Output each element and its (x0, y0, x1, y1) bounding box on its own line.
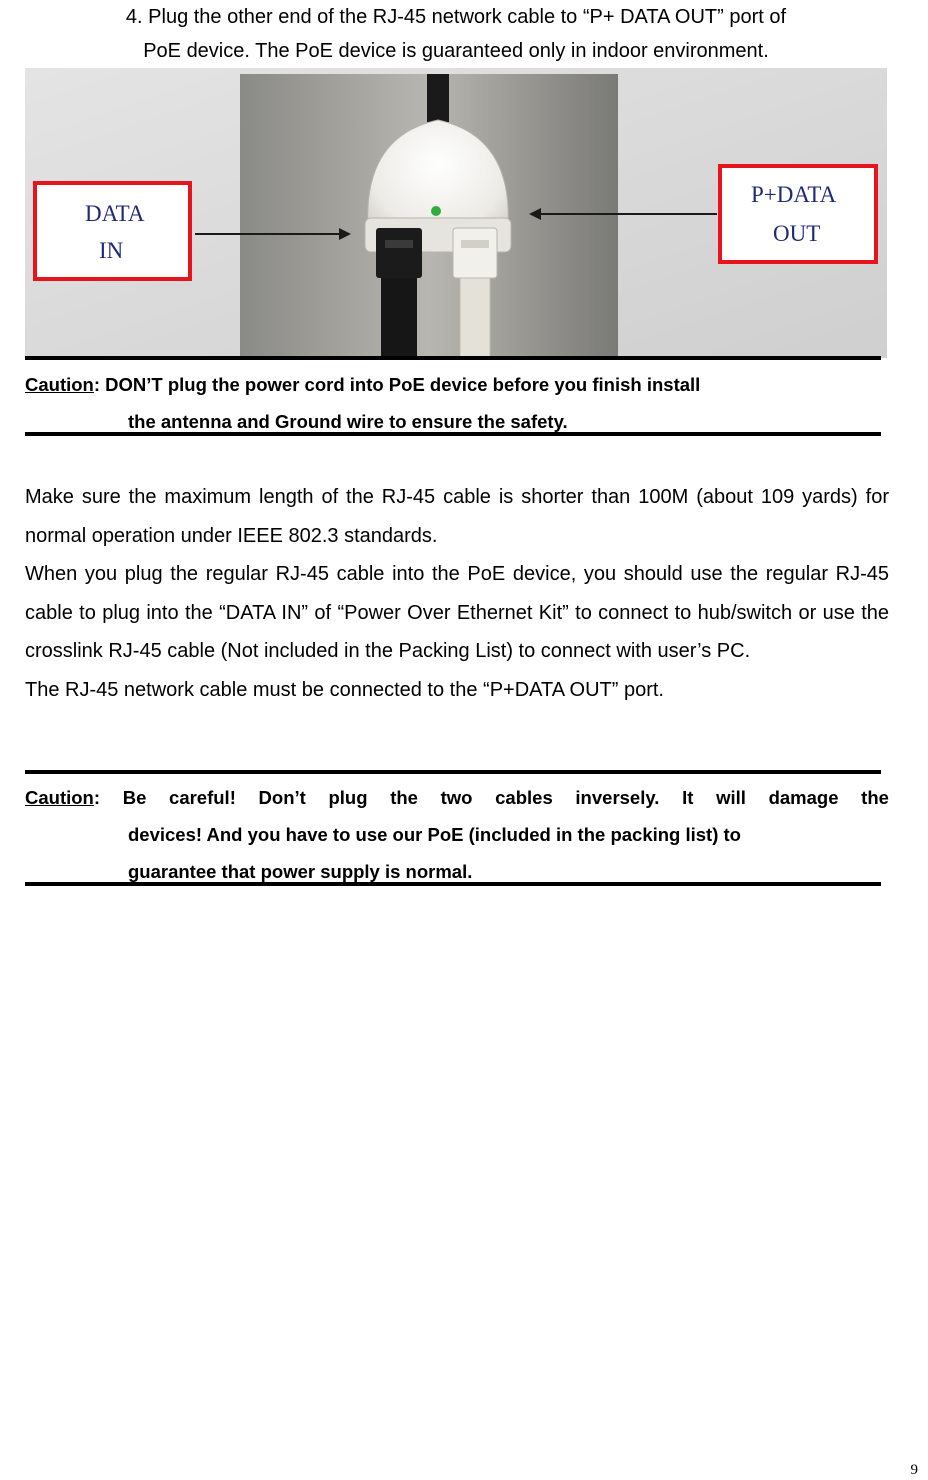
caution-2-line-1 (25, 779, 889, 816)
caution-2-word: Be (122, 787, 147, 808)
caution-2-word: cables (495, 787, 553, 808)
data-out-label-line-2: OUT (773, 221, 821, 246)
caution-1 (25, 366, 889, 440)
caution-2-label: Caution (25, 787, 94, 808)
step-4-instruction (22, 0, 890, 68)
data-out-callout (720, 166, 876, 262)
caution-2-word: Don’t (258, 787, 306, 808)
page-number: 9 (910, 1462, 918, 1478)
caution-2-word: careful! (169, 787, 236, 808)
data-in-plug (376, 228, 422, 278)
caution-2-word: the (390, 787, 418, 808)
caution-2-word: two (440, 787, 473, 808)
caution-2-line-2: devices! And you have to use our PoE (included in the packing list) to (128, 824, 741, 845)
caution-2-word: plug (328, 787, 368, 808)
caution-1-top-rule (25, 356, 881, 360)
caution-2-bottom-rule (25, 882, 881, 886)
caution-1-line-1 (25, 366, 889, 403)
caution-1-label: Caution (25, 374, 94, 395)
caution-1-text-1: : DON’T plug the power cord into PoE device before you finish install (93, 374, 701, 395)
caution-2-word: will (716, 787, 746, 808)
data-in-callout (35, 183, 190, 279)
caution-2-word: inversely. (575, 787, 660, 808)
data-out-cable (460, 278, 490, 358)
data-in-label-line-1: DATA (85, 201, 145, 226)
body-line-2: When you plug the regular RJ-45 cable into the PoE device, you should use the regular RJ-45 cable to plug into the “DATA IN” of “Power Over Ethernet Kit” to connect to hub/switch or use the crosslink RJ-45 cable (Not included in the Packing List) to connect with user’s PC. (25, 563, 889, 662)
caution-2-word: the (861, 787, 889, 808)
caution-2 (25, 779, 889, 890)
data-in-label-line-2: IN (99, 238, 124, 263)
status-led-icon (431, 206, 441, 216)
data-out-plug (453, 228, 497, 278)
step-line-1: 4. Plug the other end of the RJ-45 network cable to “P+ DATA OUT” port of (125, 6, 787, 28)
body-line-3: The RJ-45 network cable must be connected to the “P+DATA OUT” port. (25, 678, 664, 701)
caution-2-top-rule (25, 770, 881, 774)
caution-2-word: damage (768, 787, 839, 808)
caution-2-line-3: guarantee that power supply is normal. (128, 861, 473, 882)
data-in-cable (381, 278, 417, 358)
caution-2-word: : (93, 787, 101, 808)
data-out-plug-detail (461, 240, 489, 248)
body-paragraph (25, 478, 889, 709)
step-line-2: PoE device. The PoE device is guaranteed only in indoor environment. (143, 40, 769, 62)
top-cable (427, 74, 449, 122)
caution-1-line-2: the antenna and Ground wire to ensure the safety. (128, 411, 568, 432)
poe-connection-figure (25, 68, 887, 358)
caution-2-word: It (682, 787, 694, 808)
data-in-plug-detail (385, 240, 413, 248)
poe-device-photo (25, 68, 887, 358)
data-out-label-line-1: P+DATA (751, 182, 837, 207)
body-line-1: Make sure the maximum length of the RJ-45 cable is shorter than 100M (about 109 yards) for normal operation under IEEE 802.3 standards. (25, 486, 889, 547)
caution-1-bottom-rule (25, 432, 881, 436)
